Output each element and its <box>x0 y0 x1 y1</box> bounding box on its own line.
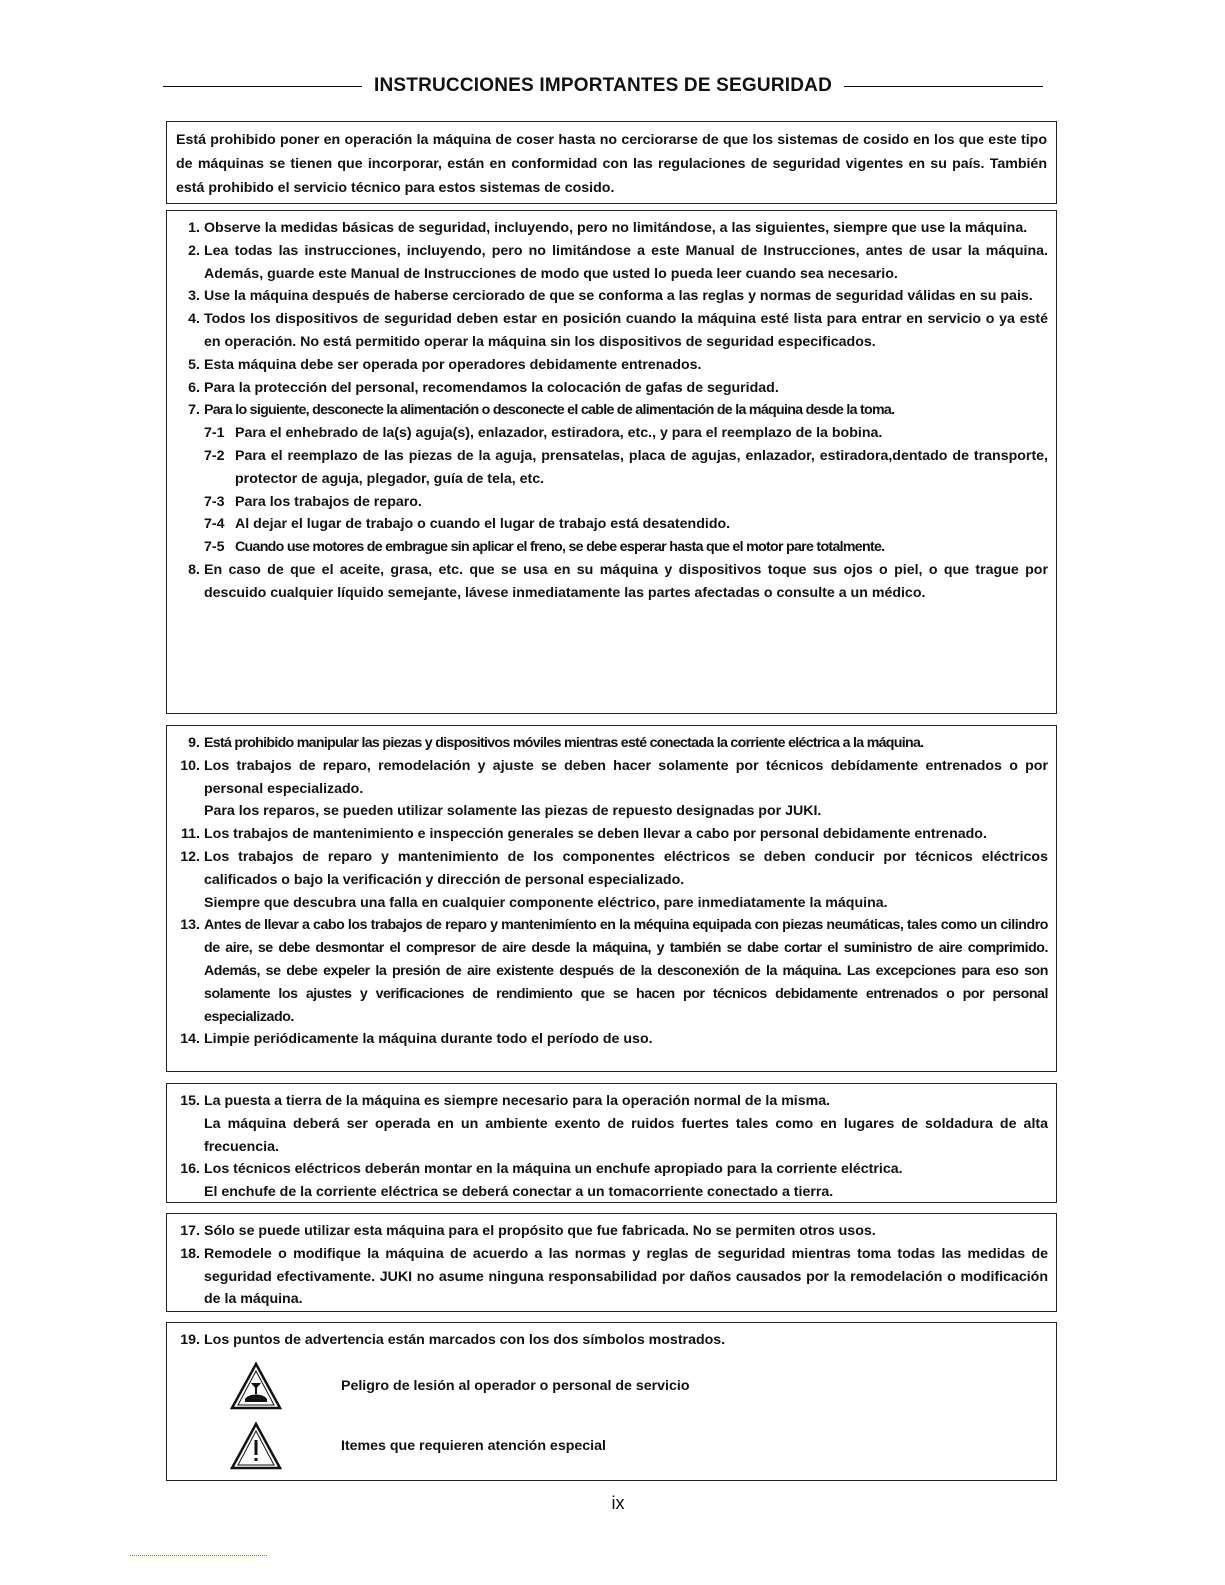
item-number: 11. <box>181 826 200 843</box>
list-item <box>167 377 1048 400</box>
item-text: Lea todas las instrucciones, incluyendo, pero no limitándose a este Manual de Instrucciones, antes de usar la máquina. Además, guarde este Manual de Instrucciones de modo que usted lo pueda leer cuando sea necesario. <box>204 242 1048 282</box>
list-item <box>167 732 1048 755</box>
item-body <box>204 1090 1048 1158</box>
list-item <box>167 1028 1048 1051</box>
sub-item-number: 7-4 <box>204 516 225 533</box>
sub-item <box>204 445 1048 491</box>
item-text: La puesta a tierra de la máquina es siempre necesario para la operación normal de la misma. <box>204 1093 831 1109</box>
item-text: Esta máquina debe ser operada por operadores debidamente entrenados. <box>204 356 702 373</box>
item-number: 19. <box>180 1332 200 1348</box>
item-text: Observe la medidas básicas de seguridad, incluyendo, pero no limitándose, a las siguientes, siempre que use la máquina. <box>204 220 1028 236</box>
item-number: 6. <box>188 379 200 396</box>
sub-item <box>204 536 1048 559</box>
list-item <box>167 914 1048 1028</box>
list-item <box>167 846 1048 914</box>
item-number: 7. <box>188 402 200 419</box>
item-text-continued: La máquina deberá ser operada en un ambiente exento de ruidos fuertes tales como en lugares de soldadura de alta frecuencia. <box>204 1115 1048 1155</box>
header-rule-right <box>844 86 1043 87</box>
list-item <box>167 285 1048 308</box>
sub-item-number: 7-2 <box>204 447 225 464</box>
item-number: 3. <box>188 288 200 305</box>
safety-section-1 <box>166 210 1057 714</box>
item-text: Use la máquina después de haberse cerciorado de que se conforma a las reglas y normas de seguridad válidas en su pais. <box>204 288 1033 305</box>
item-number: 5. <box>188 356 200 373</box>
list-item <box>167 1243 1048 1311</box>
item-number: 18. <box>180 1245 200 1262</box>
page-number: ix <box>611 1493 625 1513</box>
sub-item-text: Para el reemplazo de las piezas de la aguja, prensatelas, placa de agujas, enlazador, estiradora,dentado de transporte, protector de aguja, plegador, guía de tela, etc. <box>235 447 1048 487</box>
item-number: 8. <box>188 561 200 578</box>
item-text: Antes de llevar a cabo los trabajos de reparo y mantenimíento en la méquina equipada con piezas neumáticas, tales como un cilindro de aire, se debe desmontar el compresor de aire desde la máquina, y también se dabe cortar el suministro de aire comprimido. Además, se debe expeler la presión de aire existente después de la desconexión de la máquina. Las excepciones para eso son solamente los ajustes y verificaciones de rendimiento que se hacen por técnicos debidamente entrenados o por personal especializado. <box>204 917 1048 1025</box>
list-item <box>167 354 1048 377</box>
symbol-row-attention <box>229 1421 606 1471</box>
symbol-label: Peligro de lesión al operador o personal de servicio <box>341 1377 690 1394</box>
item-text: Los trabajos de reparo, remodelación y ajuste se deben hacer solamente por técnicos debídamente entrenados o por personal especializado. <box>204 757 1048 797</box>
item-text: Los trabajos de reparo y mantenimiento de los componentes eléctricos se deben conducir por técnicos eléctricos calificados o bajo la verificación y dirección de personal especializado. <box>204 848 1048 888</box>
item-number: 10. <box>180 757 200 774</box>
item-number: 15. <box>180 1093 200 1109</box>
item-text: Remodele o modifique la máquina de acuerdo a las normas y reglas de seguridad mientras toma todas las medidas de seguridad efectivamente. JUKI no asume ninguna responsabilidad por daños causados por la remodelación o modificación de la máquina. <box>204 1245 1048 1308</box>
item-number: 4. <box>188 311 200 328</box>
intro-box <box>166 121 1057 204</box>
attention-warning-icon <box>229 1421 283 1471</box>
sub-item-text: Cuando use motores de embrague sin aplicar el freno, se debe esperar hasta que el motor pare totalmente. <box>235 539 885 556</box>
list-item <box>167 559 1048 605</box>
list-item <box>167 399 1048 559</box>
safety-section-5 <box>166 1322 1057 1481</box>
item-text: Limpie periódicamente la máquina durante todo el período de uso. <box>204 1031 653 1048</box>
symbol-label: Itemes que requieren atención especial <box>341 1437 606 1454</box>
item-body <box>204 399 1048 559</box>
sub-item <box>204 422 1048 445</box>
item-text-continued: Para los reparos, se pueden utilizar solamente las piezas de repuesto designadas por JUKI. <box>204 803 822 820</box>
header-rule-left <box>163 86 362 87</box>
sub-item <box>204 491 1048 514</box>
item-number: 16. <box>180 1161 200 1178</box>
item-number: 13. <box>180 917 200 934</box>
intro-text: Está prohibido poner en operación la máquina de coser hasta no cerciorarse de que los sistemas de cosido en los que este tipo de máquinas se tienen que incorporar, están en conformidad con las regulaciones de seguridad vigentes en su país. También está prohibido el servicio técnico para estos sistemas de cosido. <box>176 132 1047 196</box>
item-number: 17. <box>180 1223 200 1239</box>
safety-section-2 <box>166 725 1057 1072</box>
item-body <box>204 1158 1048 1204</box>
item-text: En caso de que el aceite, grasa, etc. que se usa en su máquina y dispositivos toque sus ojos o piel, o que trague por descuido cualquier líquido semejante, lávese inmediatamente las partes afectadas o consulte a un médico. <box>204 561 1048 601</box>
safety-section-4 <box>166 1213 1057 1312</box>
item-text: Los trabajos de mantenimiento e inspección generales se deben llevar a cabo por personal debidamente entrenado. <box>204 826 987 843</box>
item-body <box>204 846 1048 914</box>
sub-item <box>204 513 1048 536</box>
item-text: Para lo siguiente, desconecte la alimentación o desconecte el cable de alimentación de la máquina desde la toma. <box>204 402 895 419</box>
item-number: 1. <box>188 220 200 236</box>
safety-section-3 <box>166 1083 1057 1203</box>
sub-item-number: 7-3 <box>204 493 225 510</box>
item-text: Todos los dispositivos de seguridad deben estar en posición cuando la máquina esté lista para entrar en servicio o ya esté en operación. No está permitido operar la máquina sin los dispositivos de seguridad especificados. <box>204 311 1048 350</box>
item-number: 2. <box>188 242 200 259</box>
item-text-continued: El enchufe de la corriente eléctrica se deberá conectar a un tomacorriente conectado a tierra. <box>204 1184 834 1201</box>
item-text: Los técnicos eléctricos deberán montar en la máquina un enchufe apropiado para la corriente eléctrica. <box>204 1161 903 1178</box>
item-text: Está prohibido manipular las piezas y dispositivos móviles mientras esté conectada la corriente eléctrica a la máquina. <box>204 735 924 751</box>
list-item <box>167 308 1048 354</box>
page-title: INSTRUCCIONES IMPORTANTES DE SEGURIDAD <box>374 75 832 96</box>
list-item <box>167 240 1048 286</box>
injury-warning-icon <box>229 1361 283 1411</box>
sub-item-number: 7-1 <box>204 425 225 442</box>
item-text: Sólo se puede utilizar esta máquina para el propósito que fue fabricada. No se permiten otros usos. <box>204 1223 876 1239</box>
list-item <box>167 217 1048 240</box>
item-text: Los puntos de advertencia están marcados con los dos símbolos mostrados. <box>204 1332 726 1348</box>
footer-rule <box>130 1555 267 1557</box>
item-text: Para la protección del personal, recomendamos la colocación de gafas de seguridad. <box>204 379 779 396</box>
list-item <box>167 755 1048 823</box>
list-item <box>167 1220 1048 1243</box>
sub-item-text: Para los trabajos de reparo. <box>235 493 422 510</box>
item-number: 9. <box>188 735 200 751</box>
page-header <box>163 70 1043 102</box>
item-number: 14. <box>180 1031 200 1048</box>
symbol-row-injury <box>229 1361 690 1411</box>
item-body <box>204 755 1048 823</box>
sub-item-number: 7-5 <box>204 539 225 556</box>
item-number: 12. <box>180 848 200 865</box>
list-item <box>167 823 1048 846</box>
list-item <box>167 1158 1048 1204</box>
sub-item-text: Para el enhebrado de la(s) aguja(s), enlazador, estiradora, etc., y para el reemplazo de la bobina. <box>235 425 883 442</box>
item-text-continued: Siempre que descubra una falla en cualquier componente eléctrico, pare inmediatamente la máquina. <box>204 894 888 911</box>
sub-item-text: Al dejar el lugar de trabajo o cuando el lugar de trabajo está desatendido. <box>235 516 731 533</box>
list-item <box>167 1090 1048 1158</box>
list-item <box>167 1329 1048 1352</box>
